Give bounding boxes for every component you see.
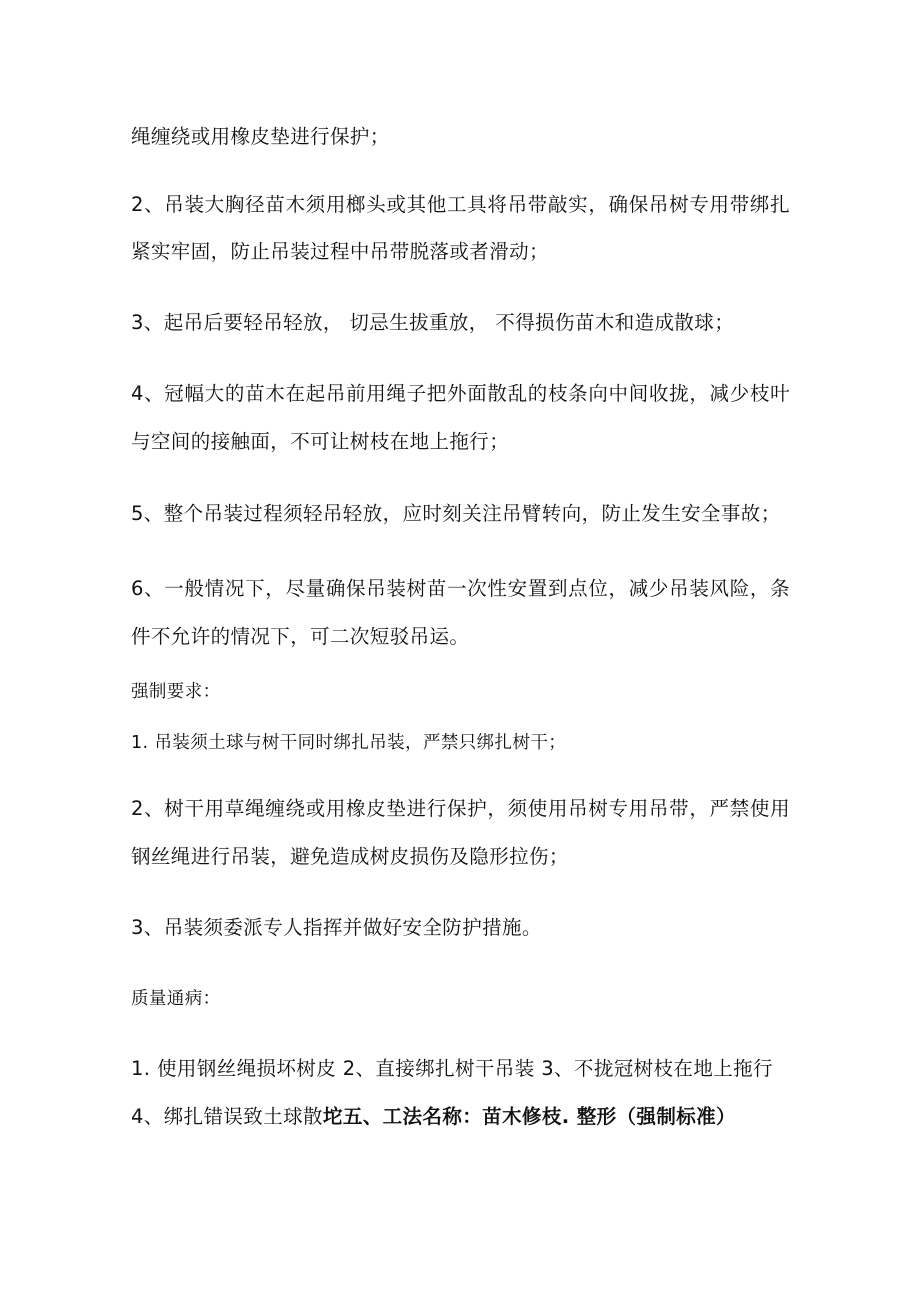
text-line: 3、起吊后要轻吊轻放， 切忌生拔重放， 不得损伤苗木和造成散球； [131,311,735,334]
bold-heading-segment: 坨五、工法名称：苗木修枝. 整形（强制标准） [322,1105,736,1128]
text-line: 1. 使用钢丝绳损坏树皮 2、直接绑扎树干吊装 3、不拢冠树枝在地上拖行 [131,1057,773,1080]
text-line: 5、整个吊装过程须轻吊轻放，应时刻关注吊臂转向，防止发生安全事故； [131,502,781,525]
section-heading: 质量通病： [131,989,221,1009]
text-line [131,1105,811,1129]
text-line: 3、吊装须委派专人指挥并做好安全防护措施。 [131,916,542,939]
text-line: 6、一般情况下，尽量确保吊装树苗一次性安置到点位，减少吊装风险，条 [131,577,790,600]
text-line: 4、冠幅大的苗木在起吊前用绳子把外面散乱的枝条向中间收拢，减少枝叶 [131,382,790,405]
text-line: 紧实牢固，防止吊装过程中吊带脱落或者滑动； [131,240,549,263]
section-heading: 强制要求： [131,682,221,702]
text-line: 件不允许的情况下，可二次短驳吊运。 [131,625,470,648]
text-line: 2、树干用草绳缠绕或用橡皮垫进行保护，须使用吊树专用吊带，严禁使用 [131,797,790,820]
text-line: 1. 吊装须土球与树干同时绑扎吊装，严禁只绑扎树干； [131,733,567,753]
text-line: 与空间的接触面，不可让树枝在地上拖行； [131,430,510,453]
text-line: 2、吊装大胸径苗木须用榔头或其他工具将吊带敲实，确保吊树专用带绑扎 [131,193,790,216]
text-line: 钢丝绳进行吊装，避免造成树皮损伤及隐形拉伤； [131,845,569,868]
text-segment: 4、绑扎错误致土球散 [131,1105,323,1128]
text-line: 绳缠绕或用橡皮垫进行保护； [131,125,390,148]
